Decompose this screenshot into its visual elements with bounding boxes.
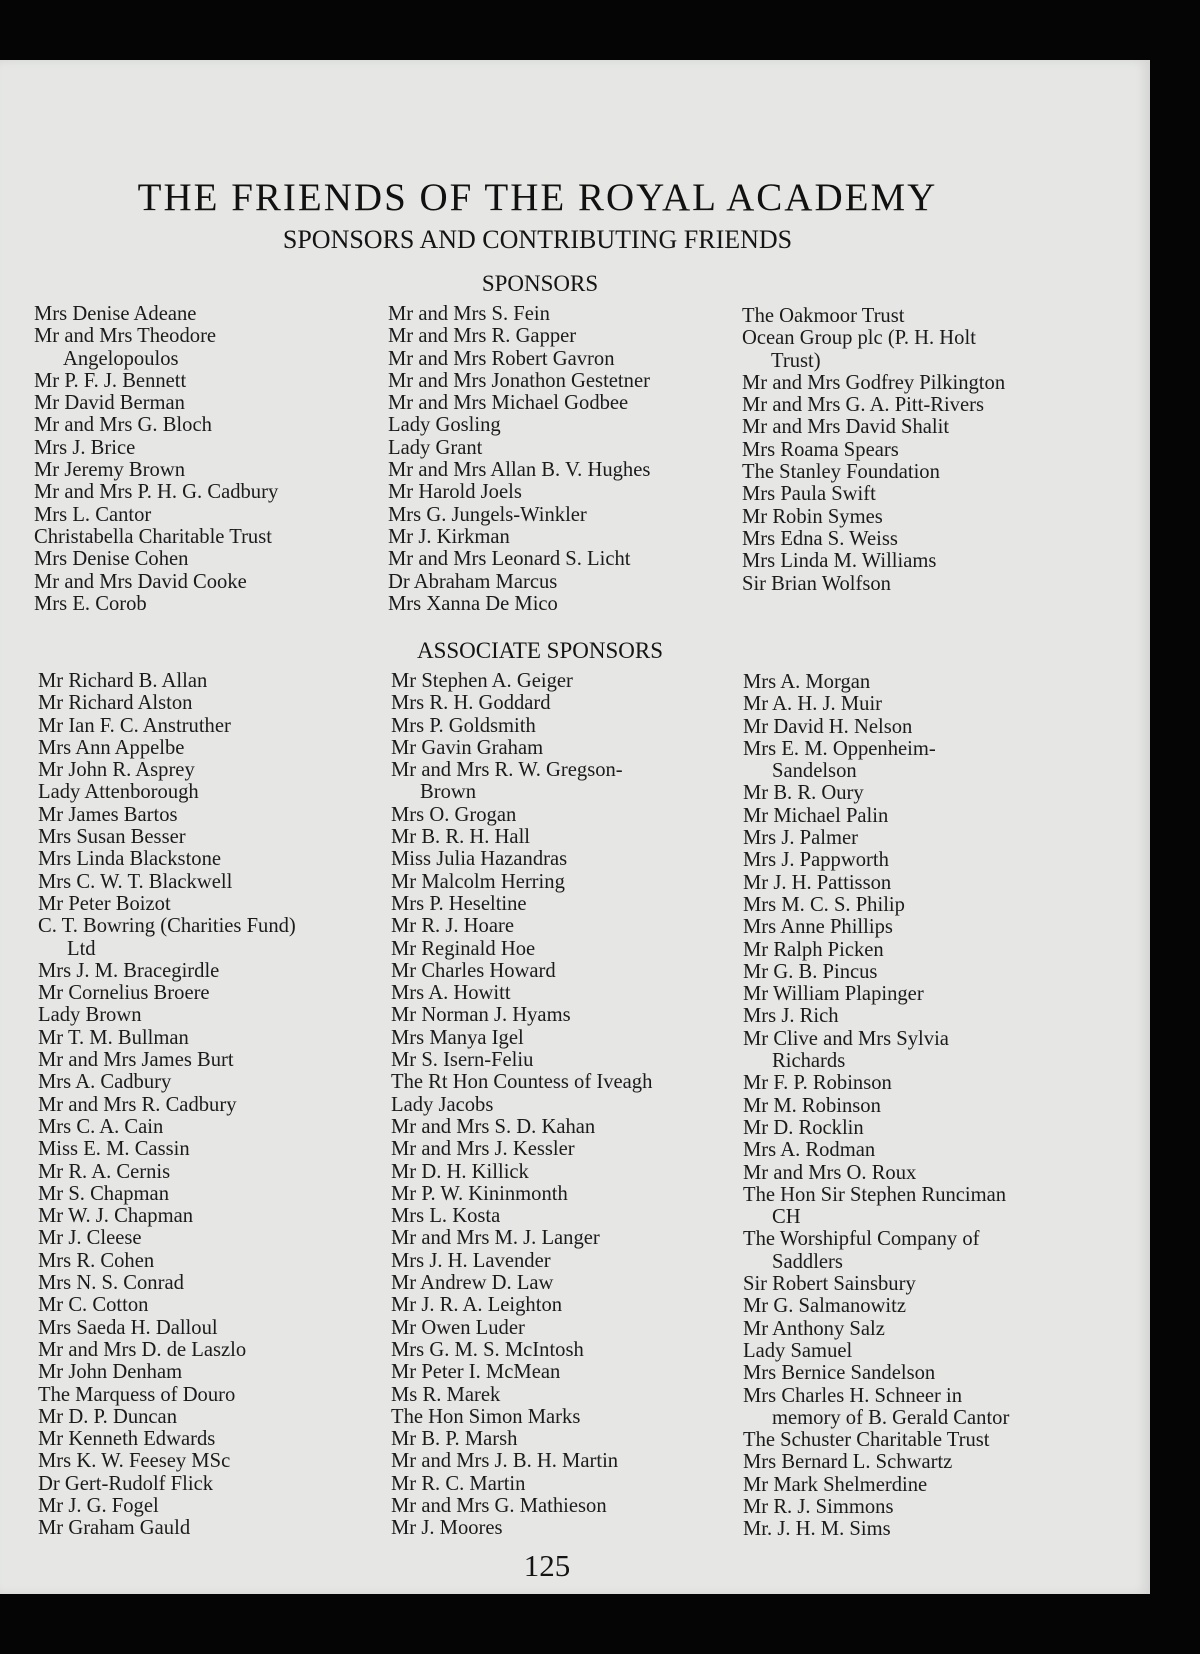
name-entry: Mrs Manya Igel [391, 1026, 524, 1049]
name-entry: Mrs J. M. Bracegirdle [38, 959, 220, 982]
sponsors-column-2 [388, 303, 650, 615]
name-entry: Sir Brian Wolfson [742, 572, 891, 595]
name-entry: Lady Jacobs [391, 1093, 494, 1116]
name-entry: Mr R. J. Hoare [391, 915, 514, 938]
associate-sponsors-heading: ASSOCIATE SPONSORS [416, 638, 664, 663]
name-entry: Mrs J. H. Lavender [391, 1249, 551, 1272]
name-entry: Mr Gavin Graham [391, 736, 544, 759]
name-entry: Mr and Mrs Michael Godbee [388, 392, 629, 415]
name-entry: Mr David H. Nelson [743, 715, 913, 738]
name-entry: Mr Graham Gauld [38, 1517, 191, 1540]
associate-sponsors-column-2 [391, 670, 652, 1540]
name-entry: Mr Ralph Picken [743, 938, 884, 961]
name-entry: The Hon Simon Marks [391, 1405, 581, 1428]
name-entry: Mr Malcolm Herring [391, 870, 565, 893]
name-entry: Mr Anthony Salz [743, 1317, 885, 1340]
name-entry: Mr and Mrs Allan B. V. Hughes [388, 459, 651, 482]
name-entry: Mrs Edna S. Weiss [742, 527, 898, 550]
name-entry: The Rt Hon Countess of Iveagh [391, 1071, 653, 1094]
name-entry: Mrs E. Corob [34, 592, 147, 615]
name-entry: Sir Robert Sainsbury [743, 1273, 916, 1296]
name-entry: Mrs R. H. Goddard [391, 692, 551, 715]
name-entry: Mrs E. M. Oppenheim- [743, 737, 936, 760]
name-entry-continuation: memory of B. Gerald Cantor [772, 1406, 1010, 1429]
name-entry: Lady Gosling [388, 414, 501, 437]
name-entry: Mr and Mrs Robert Gavron [388, 347, 615, 370]
name-entry: Lady Attenborough [38, 781, 199, 804]
name-entry: Mrs Xanna De Mico [388, 592, 558, 615]
name-entry: Mrs Denise Adeane [34, 303, 197, 325]
name-entry-continuation: CH [772, 1206, 801, 1229]
name-entry: Mr J. Moores [391, 1517, 503, 1540]
name-entry: Mr J. H. Pattisson [743, 871, 892, 894]
name-entry: Mr and Mrs Jonathon Gestetner [388, 369, 650, 392]
name-entry: Mrs Ann Appelbe [38, 736, 185, 759]
name-entry: Mr and Mrs R. Gapper [388, 325, 577, 348]
name-entry: Mrs A. Morgan [743, 671, 871, 693]
name-entry: Mr D. P. Duncan [38, 1405, 177, 1428]
name-entry: Mr and Mrs R. W. Gregson- [391, 759, 623, 782]
name-entry: Mrs A. Rodman [743, 1139, 876, 1162]
name-entry: Mr B. R. H. Hall [391, 826, 531, 849]
name-entry: Miss E. M. Cassin [38, 1138, 190, 1161]
name-entry: Mr John Denham [38, 1361, 183, 1384]
name-entry: Mr John R. Asprey [38, 759, 195, 782]
name-entry: Mrs R. Cohen [38, 1249, 155, 1272]
name-entry: The Schuster Charitable Trust [743, 1429, 990, 1452]
name-entry: Mr David Berman [34, 392, 185, 415]
name-entry: Mr B. R. Oury [743, 782, 864, 805]
name-entry: Mr Richard B. Allan [38, 670, 208, 692]
sponsors-heading: SPONSORS [481, 271, 599, 296]
name-entry: Mrs Bernice Sandelson [743, 1362, 936, 1385]
name-entry: Mr and Mrs G. A. Pitt-Rivers [742, 394, 984, 417]
name-entry: Mr D. H. Killick [391, 1160, 529, 1183]
name-entry: Mr C. Cotton [38, 1294, 149, 1317]
name-entry: Mrs P. Goldsmith [391, 714, 536, 737]
name-entry: Mr R. C. Martin [391, 1472, 526, 1495]
name-entry: Mrs Paula Swift [742, 483, 876, 506]
name-entry: Mr and Mrs Godfrey Pilkington [742, 371, 1006, 394]
page-title: THE FRIENDS OF THE ROYAL ACADEMY [137, 176, 938, 219]
document-page [0, 60, 1150, 1594]
name-entry: Mrs A. Cadbury [38, 1071, 172, 1094]
name-entry: Mr and Mrs J. B. H. Martin [391, 1450, 619, 1473]
name-entry: Mrs Saeda H. Dalloul [38, 1316, 218, 1339]
name-entry: Mrs G. Jungels-Winkler [388, 503, 587, 526]
name-entry-continuation: Brown [420, 781, 477, 804]
name-entry: Mrs Susan Besser [38, 826, 186, 849]
name-entry: The Stanley Foundation [742, 461, 940, 484]
associate-sponsors-column-1 [38, 670, 296, 1540]
name-entry: Mrs J. Palmer [743, 827, 858, 850]
name-entry: Mrs J. Rich [743, 1005, 839, 1028]
name-entry: Mrs Charles H. Schneer in [743, 1384, 963, 1407]
name-entry: Mr Peter I. McMean [391, 1361, 561, 1384]
name-entry: Mr and Mrs David Shalit [742, 416, 950, 439]
name-entry: Miss Julia Hazandras [391, 848, 568, 871]
name-entry: Mr and Mrs D. de Laszlo [38, 1338, 247, 1361]
name-entry: Mr B. P. Marsh [391, 1428, 518, 1451]
name-entry: Mrs Bernard L. Schwartz [743, 1451, 953, 1474]
name-entry: Mrs M. C. S. Philip [743, 893, 905, 916]
name-entry: Dr Gert-Rudolf Flick [38, 1472, 214, 1495]
page-number: 125 [523, 1548, 571, 1583]
sponsors-column-1 [34, 303, 278, 615]
name-entry: Mrs P. Heseltine [391, 892, 527, 915]
name-entry: Mrs L. Cantor [34, 503, 152, 526]
name-entry: Mr William Plapinger [743, 983, 924, 1006]
name-entry: Mr Stephen A. Geiger [391, 670, 573, 692]
name-entry: Mr A. H. J. Muir [743, 693, 883, 716]
associate-sponsors-column-3 [743, 671, 1009, 1541]
name-entry: Mr and Mrs S. Fein [388, 303, 550, 325]
name-entry: Mr Charles Howard [391, 959, 556, 982]
name-entry: The Oakmoor Trust [742, 305, 905, 327]
name-entry: Mrs Denise Cohen [34, 548, 189, 571]
name-entry: C. T. Bowring (Charities Fund) [38, 915, 296, 938]
name-entry: Mrs J. Pappworth [743, 849, 889, 872]
name-entry: Mr D. Rocklin [743, 1116, 864, 1139]
name-entry: Ocean Group plc (P. H. Holt [742, 327, 976, 350]
name-entry-continuation: Saddlers [772, 1250, 843, 1273]
name-entry: Ms R. Marek [391, 1383, 501, 1406]
name-entry: Mr W. J. Chapman [38, 1205, 194, 1228]
name-entry: Mr T. M. Bullman [38, 1026, 189, 1049]
name-entry: Mrs O. Grogan [391, 803, 517, 826]
page-subtitle: SPONSORS AND CONTRIBUTING FRIENDS [282, 225, 793, 254]
name-entry: Mr and Mrs G. Bloch [34, 414, 212, 437]
name-entry: Mr and Mrs David Cooke [34, 570, 247, 593]
name-entry-continuation: Richards [772, 1050, 846, 1073]
name-entry: Mr Robin Symes [742, 505, 883, 528]
name-entry: Mr Jeremy Brown [34, 459, 185, 482]
name-entry: Mr J. G. Fogel [38, 1494, 159, 1517]
name-entry: Mr. J. H. M. Sims [743, 1518, 891, 1541]
name-entry: Mr R. J. Simmons [743, 1495, 894, 1518]
name-entry: Mr S. Isern-Feliu [391, 1049, 534, 1072]
name-entry-continuation: Sandelson [772, 760, 857, 783]
name-entry: Lady Samuel [743, 1339, 853, 1362]
name-entry: The Hon Sir Stephen Runciman [743, 1183, 1007, 1206]
name-entry: Mr Richard Alston [38, 692, 193, 715]
name-entry: Mrs N. S. Conrad [38, 1272, 184, 1295]
name-entry: Mr J. Cleese [38, 1227, 142, 1250]
name-entry: Mrs G. M. S. McIntosh [391, 1338, 584, 1361]
name-entry: Mr and Mrs R. Cadbury [38, 1093, 237, 1116]
name-entry: Mr M. Robinson [743, 1094, 881, 1117]
name-entry: Christabella Charitable Trust [34, 525, 272, 548]
name-entry: Mr Michael Palin [743, 804, 889, 827]
name-entry: Mr P. W. Kininmonth [391, 1182, 568, 1205]
name-entry: Mrs Linda M. Williams [742, 550, 937, 573]
name-entry: Mr and Mrs S. D. Kahan [391, 1115, 596, 1138]
name-entry: Mr Peter Boizot [38, 892, 171, 915]
name-entry: Mr P. F. J. Bennett [34, 369, 187, 392]
name-entry: Dr Abraham Marcus [388, 570, 558, 593]
name-entry: Mr Kenneth Edwards [38, 1428, 216, 1451]
name-entry: The Marquess of Douro [38, 1383, 236, 1406]
name-entry: Mr F. P. Robinson [743, 1072, 892, 1095]
name-entry-continuation: Angelopoulos [63, 347, 179, 370]
name-entry: Mr Ian F. C. Anstruther [38, 714, 231, 737]
name-entry: Mr and Mrs M. J. Langer [391, 1227, 600, 1250]
name-entry: Mr Mark Shelmerdine [743, 1473, 928, 1496]
name-entry: Mr and Mrs P. H. G. Cadbury [34, 481, 279, 504]
name-entry: Mrs C. A. Cain [38, 1115, 164, 1138]
name-entry: Mrs Roama Spears [742, 438, 899, 461]
name-entry-continuation: Ltd [67, 937, 96, 960]
name-entry: Mr and Mrs G. Mathieson [391, 1494, 607, 1517]
name-entry: Mr G. Salmanowitz [743, 1295, 907, 1318]
name-entry: Mr and Mrs Theodore [34, 325, 217, 348]
name-entry: Mr Andrew D. Law [391, 1272, 554, 1295]
name-entry: Mr Harold Joels [388, 481, 522, 504]
name-entry: Lady Grant [388, 436, 483, 459]
name-entry: Mrs J. Brice [34, 436, 136, 459]
name-entry: Mrs K. W. Feesey MSc [38, 1450, 231, 1473]
name-entry: Mr Cornelius Broere [38, 982, 210, 1005]
name-entry: Mrs Linda Blackstone [38, 848, 222, 871]
name-entry: The Worshipful Company of [743, 1228, 980, 1251]
sponsors-column-3 [742, 305, 1005, 595]
name-entry: Mrs C. W. T. Blackwell [38, 870, 233, 893]
name-entry: Mr Norman J. Hyams [391, 1004, 571, 1027]
name-entry: Mr J. R. A. Leighton [391, 1294, 563, 1317]
name-entry: Mr Owen Luder [391, 1316, 525, 1339]
name-entry: Mr G. B. Pincus [743, 960, 878, 983]
name-entry: Mr and Mrs O. Roux [743, 1161, 917, 1184]
name-entry-continuation: Trust) [771, 349, 821, 372]
name-entry: Mrs Anne Phillips [743, 916, 893, 939]
name-entry: Mrs A. Howitt [391, 982, 511, 1005]
name-entry: Mrs L. Kosta [391, 1205, 501, 1228]
name-entry: Lady Brown [38, 1004, 142, 1027]
name-entry: Mr and Mrs James Burt [38, 1049, 234, 1072]
name-entry: Mr and Mrs Leonard S. Licht [388, 548, 631, 571]
name-entry: Mr Reginald Hoe [391, 937, 536, 960]
name-entry: Mr J. Kirkman [388, 525, 510, 548]
name-entry: Mr R. A. Cernis [38, 1160, 171, 1183]
name-entry: Mr Clive and Mrs Sylvia [743, 1027, 949, 1050]
name-entry: Mr and Mrs J. Kessler [391, 1138, 575, 1161]
name-entry: Mr S. Chapman [38, 1182, 169, 1205]
name-entry: Mr James Bartos [38, 803, 178, 826]
